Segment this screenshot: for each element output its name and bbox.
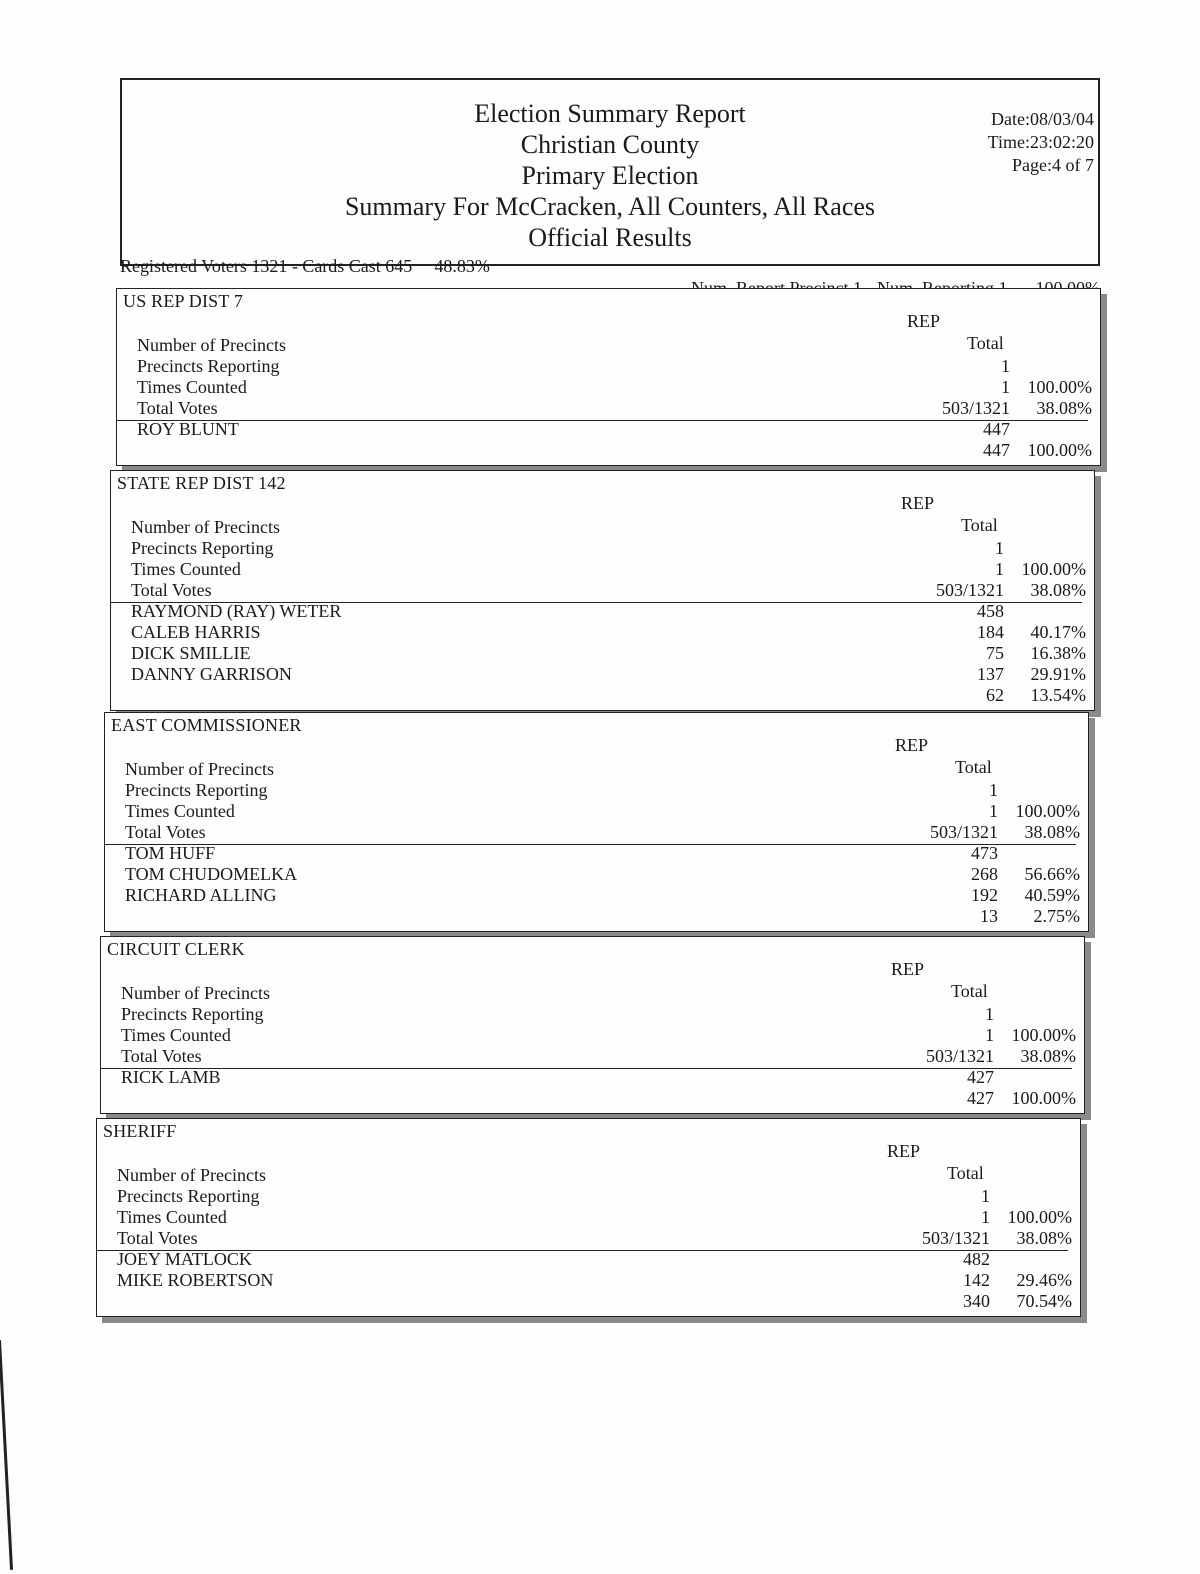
party-label: REP	[887, 1141, 921, 1161]
candidate-total: 473	[971, 843, 998, 863]
race-box	[104, 712, 1089, 932]
race-box	[116, 288, 1101, 466]
stat-value: 1	[1001, 377, 1010, 397]
stat-percent: 38.08%	[1020, 1046, 1076, 1066]
title-line: Summary For McCracken, All Counters, All Races	[344, 192, 876, 221]
candidate-percent: 56.66%	[1024, 864, 1080, 884]
stat-row	[111, 559, 1094, 581]
candidate-result-row	[105, 885, 1088, 907]
candidate-name: RICK LAMB	[121, 1067, 221, 1087]
candidate-total: 482	[963, 1249, 990, 1269]
candidate-result-row	[97, 1291, 1080, 1313]
candidate-votes: 340	[963, 1291, 990, 1311]
candidate-votes: 142	[963, 1270, 990, 1290]
candidate-row	[101, 1067, 1084, 1089]
candidate-result-row	[111, 622, 1094, 644]
stat-row	[101, 983, 1084, 1005]
registered-pct: 48.83%	[434, 256, 490, 276]
stat-percent: 38.08%	[1024, 822, 1080, 842]
stat-label: Number of Precincts	[125, 759, 274, 779]
stat-label: Times Counted	[131, 559, 241, 579]
candidate-votes: 427	[967, 1067, 994, 1087]
candidate-total: 458	[977, 601, 1004, 621]
stat-label: Total Votes	[137, 398, 218, 418]
candidate-name: ROY BLUNT	[137, 419, 239, 439]
stat-label: Total Votes	[117, 1228, 198, 1248]
candidate-total-row	[105, 843, 1088, 865]
stat-percent: 100.00%	[1007, 1207, 1072, 1227]
candidate-name: MIKE ROBERTSON	[117, 1270, 274, 1290]
stat-row	[105, 759, 1088, 781]
stat-row	[101, 1004, 1084, 1026]
stat-row	[111, 580, 1094, 602]
stat-row	[97, 1186, 1080, 1208]
candidate-percent: 100.00%	[1011, 1088, 1076, 1108]
stat-label: Total Votes	[131, 580, 212, 600]
candidate-percent: 40.17%	[1030, 622, 1086, 642]
stat-row	[117, 377, 1100, 399]
stat-row	[101, 1025, 1084, 1047]
report-title	[122, 98, 1098, 253]
party-label: REP	[907, 311, 941, 331]
candidate-result-row	[111, 643, 1094, 665]
candidate-votes: 75	[986, 643, 1004, 663]
stat-row	[97, 1207, 1080, 1229]
stat-value: 1	[981, 1186, 990, 1206]
stat-label: Times Counted	[137, 377, 247, 397]
stat-label: Precincts Reporting	[125, 780, 268, 800]
candidate-votes: 13	[980, 906, 998, 926]
stat-row	[111, 517, 1094, 539]
total-column-header: Total	[955, 757, 992, 777]
candidate-percent: 13.54%	[1030, 685, 1086, 705]
stat-value: 1	[1001, 356, 1010, 376]
stat-row	[97, 1165, 1080, 1187]
candidate-name: RICHARD ALLING	[125, 885, 277, 905]
total-column-header: Total	[951, 981, 988, 1001]
stat-percent: 38.08%	[1016, 1228, 1072, 1248]
stat-percent: 100.00%	[1027, 377, 1092, 397]
stat-value: 1	[985, 1004, 994, 1024]
candidate-name: CALEB HARRIS	[131, 622, 261, 642]
registered-voters	[120, 256, 490, 277]
race-title: CIRCUIT CLERK	[107, 939, 245, 959]
stat-percent: 100.00%	[1021, 559, 1086, 579]
stat-label: Precincts Reporting	[117, 1186, 260, 1206]
candidate-name: DANNY GARRISON	[131, 664, 292, 684]
stat-value: 503/1321	[935, 580, 1004, 600]
party-label: REP	[891, 959, 925, 979]
stat-label: Number of Precincts	[121, 983, 270, 1003]
race-title: US REP DIST 7	[123, 291, 244, 311]
page-edge-shadow	[0, 1340, 13, 1570]
candidate-votes: 192	[971, 885, 998, 905]
candidate-votes: 137	[977, 664, 1004, 684]
candidate-percent: 100.00%	[1027, 440, 1092, 460]
title-line: Christian County	[520, 130, 700, 159]
stat-value: 1	[995, 559, 1004, 579]
report-page: Page:4 of 7	[1012, 155, 1094, 175]
report-header	[120, 78, 1100, 266]
total-column-header: Total	[947, 1163, 984, 1183]
stat-value: 1	[989, 780, 998, 800]
candidate-votes: 62	[986, 685, 1004, 705]
candidate-name: RAYMOND (RAY) WETER	[131, 601, 342, 621]
stat-value: 1	[989, 801, 998, 821]
candidate-votes: 427	[967, 1088, 994, 1108]
stat-row	[117, 356, 1100, 378]
candidate-percent: 40.59%	[1024, 885, 1080, 905]
candidate-name: DICK SMILLIE	[131, 643, 251, 663]
candidate-percent: 70.54%	[1016, 1291, 1072, 1311]
stat-percent: 100.00%	[1011, 1025, 1076, 1045]
candidate-votes: 447	[983, 440, 1010, 460]
candidate-row	[117, 419, 1100, 441]
stat-percent: 38.08%	[1036, 398, 1092, 418]
title-line: Primary Election	[521, 161, 699, 190]
candidate-name: TOM CHUDOMELKA	[125, 864, 298, 884]
candidate-result-row	[105, 864, 1088, 886]
stat-label: Times Counted	[125, 801, 235, 821]
candidate-percent: 16.38%	[1030, 643, 1086, 663]
stat-value: 503/1321	[925, 1046, 994, 1066]
report-date: Date:08/03/04	[991, 109, 1094, 129]
candidate-result-row	[111, 664, 1094, 686]
stat-label: Total Votes	[125, 822, 206, 842]
candidate-result-row	[97, 1270, 1080, 1292]
registered-text: Registered Voters 1321 - Cards Cast 645	[120, 256, 413, 276]
race-box	[100, 936, 1085, 1114]
stat-label: Times Counted	[117, 1207, 227, 1227]
title-line: Election Summary Report	[474, 99, 746, 128]
stat-value: 503/1321	[941, 398, 1010, 418]
total-column-header: Total	[961, 515, 998, 535]
candidate-votes: 268	[971, 864, 998, 884]
stat-row	[117, 398, 1100, 420]
stat-label: Total Votes	[121, 1046, 202, 1066]
stat-value: 1	[995, 538, 1004, 558]
stat-label: Precincts Reporting	[121, 1004, 264, 1024]
stat-label: Times Counted	[121, 1025, 231, 1045]
report-time: Time:23:02:20	[987, 132, 1094, 152]
title-line: Official Results	[528, 223, 692, 252]
race-title: EAST COMMISSIONER	[111, 715, 302, 735]
candidate-percent: 29.46%	[1016, 1270, 1072, 1290]
stat-value: 503/1321	[921, 1228, 990, 1248]
stat-label: Number of Precincts	[117, 1165, 266, 1185]
stat-value: 1	[985, 1025, 994, 1045]
race-title: STATE REP DIST 142	[117, 473, 286, 493]
candidate-percent: 29.91%	[1030, 664, 1086, 684]
race-box	[96, 1118, 1081, 1317]
candidate-total-row	[111, 601, 1094, 623]
stat-label: Precincts Reporting	[137, 356, 280, 376]
stat-percent: 100.00%	[1015, 801, 1080, 821]
party-label: REP	[895, 735, 929, 755]
stat-label: Number of Precincts	[137, 335, 286, 355]
stat-row	[101, 1046, 1084, 1068]
stat-value: 1	[981, 1207, 990, 1227]
candidate-total-row	[117, 440, 1100, 462]
candidate-total-row	[97, 1249, 1080, 1271]
candidate-result-row	[111, 685, 1094, 707]
candidate-name: TOM HUFF	[125, 843, 216, 863]
report-meta	[988, 108, 1094, 177]
party-label: REP	[901, 493, 935, 513]
stat-row	[105, 822, 1088, 844]
stat-row	[97, 1228, 1080, 1250]
stat-row	[105, 801, 1088, 823]
stat-row	[111, 538, 1094, 560]
stat-value: 503/1321	[929, 822, 998, 842]
stat-percent: 38.08%	[1030, 580, 1086, 600]
total-column-header: Total	[967, 333, 1004, 353]
candidate-votes: 184	[977, 622, 1004, 642]
stat-row	[105, 780, 1088, 802]
race-title: SHERIFF	[103, 1121, 177, 1141]
candidate-result-row	[105, 906, 1088, 928]
race-box	[110, 470, 1095, 711]
candidate-name: JOEY MATLOCK	[117, 1249, 252, 1269]
candidate-percent: 2.75%	[1033, 906, 1080, 926]
stat-label: Precincts Reporting	[131, 538, 274, 558]
stat-row	[117, 335, 1100, 357]
stat-label: Number of Precincts	[131, 517, 280, 537]
candidate-votes: 447	[983, 419, 1010, 439]
candidate-total-row	[101, 1088, 1084, 1110]
